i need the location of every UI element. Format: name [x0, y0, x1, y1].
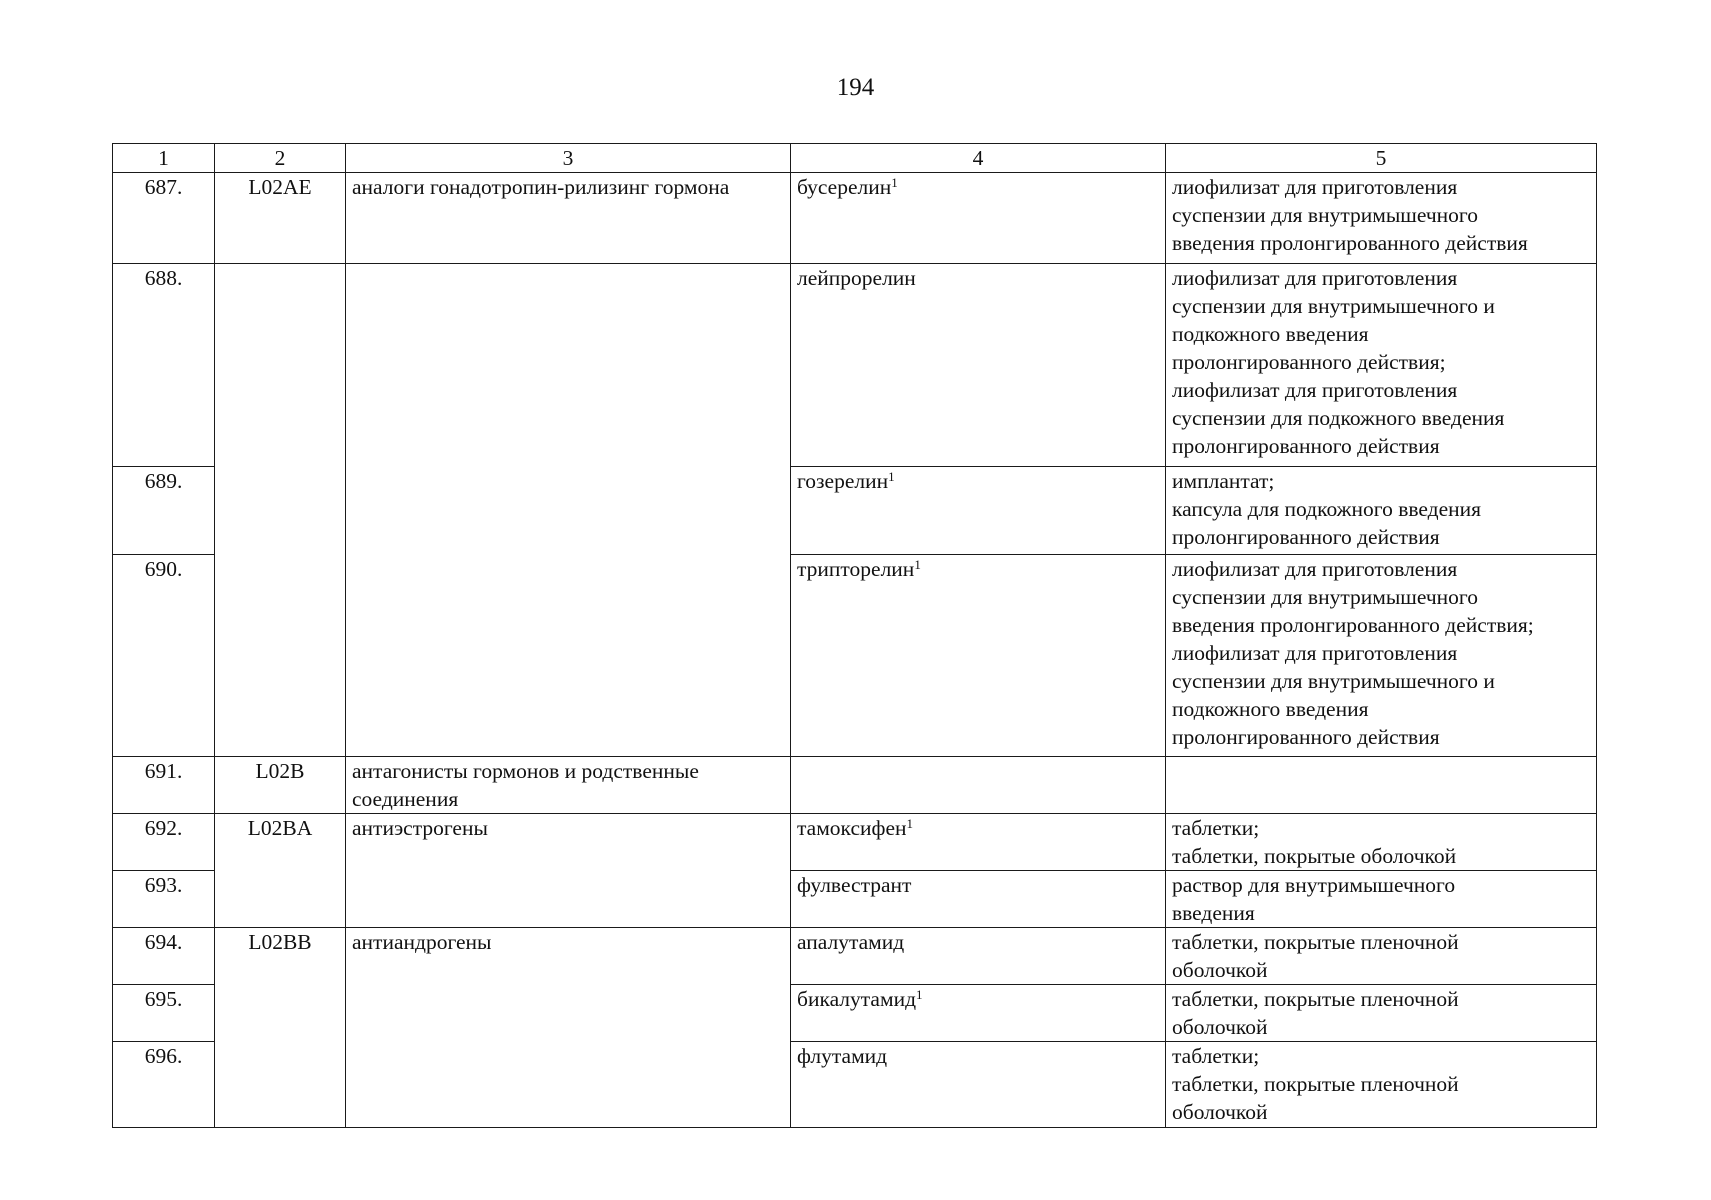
column-header: 1: [113, 144, 215, 173]
drug-name: тамоксифен: [797, 816, 907, 840]
table-row: [113, 264, 1597, 467]
table-row: [113, 928, 1597, 985]
table-row: [113, 757, 1597, 814]
row-number: 689.: [113, 467, 215, 555]
column-header: 4: [791, 144, 1166, 173]
column-header: 3: [346, 144, 791, 173]
drug-name-cell: [791, 928, 1166, 985]
drug-name: лейпрорелин: [797, 266, 916, 290]
footnote-mark: 1: [914, 557, 921, 572]
drug-name: флутамид: [797, 1044, 888, 1068]
dosage-form: [1166, 757, 1597, 814]
row-number: 695.: [113, 985, 215, 1042]
footnote-mark: 1: [916, 987, 923, 1002]
atc-group-merged: [346, 264, 791, 757]
dosage-form: таблетки, покрытые пленочной оболочкой: [1166, 985, 1597, 1042]
drug-name-cell: [791, 467, 1166, 555]
drug-name-cell: [791, 985, 1166, 1042]
row-number: 687.: [113, 173, 215, 264]
dosage-form: таблетки; таблетки, покрытые пленочной оболочкой: [1166, 1042, 1597, 1128]
row-number: 690.: [113, 555, 215, 757]
footnote-mark: 1: [891, 175, 898, 190]
dosage-form: имплантат; капсула для подкожного введения пролонгированного действия: [1166, 467, 1597, 555]
drug-name-cell: [791, 757, 1166, 814]
table-row: [113, 814, 1597, 871]
atc-group: антиандрогены: [346, 928, 791, 1128]
column-header: 2: [215, 144, 346, 173]
row-number: 696.: [113, 1042, 215, 1128]
drug-name-cell: [791, 555, 1166, 757]
dosage-form: таблетки; таблетки, покрытые оболочкой: [1166, 814, 1597, 871]
dosage-form: лиофилизат для приготовления суспензии для внутримышечного и подкожного введения пролонгированного действия; лиофилизат для приготовления суспензии для подкожного введения пролонгированного действия: [1166, 264, 1597, 467]
atc-group: аналоги гонадотропин-рилизинг гормона: [346, 173, 791, 264]
drug-name: трипторелин: [797, 557, 915, 581]
dosage-form: таблетки, покрытые пленочной оболочкой: [1166, 928, 1597, 985]
row-number: 688.: [113, 264, 215, 467]
dosage-form: лиофилизат для приготовления суспензии для внутримышечного введения пролонгированного действия: [1166, 173, 1597, 264]
atc-code: L02BB: [215, 928, 346, 1128]
atc-code-merged: [215, 264, 346, 757]
drug-name-cell: [791, 173, 1166, 264]
drug-name: бикалутамид: [797, 987, 917, 1011]
footnote-mark: 1: [906, 816, 913, 831]
row-number: 691.: [113, 757, 215, 814]
atc-code: L02AE: [215, 173, 346, 264]
atc-code: L02B: [215, 757, 346, 814]
row-number: 694.: [113, 928, 215, 985]
drug-name: бусерелин: [797, 175, 892, 199]
atc-code: L02BA: [215, 814, 346, 928]
atc-group: антиэстрогены: [346, 814, 791, 928]
drug-name: апалутамид: [797, 930, 905, 954]
drug-name-cell: [791, 264, 1166, 467]
table-header-row: [113, 144, 1597, 173]
drug-table: [112, 143, 1597, 1128]
drug-name-cell: [791, 814, 1166, 871]
atc-group: антагонисты гормонов и родственные соединения: [346, 757, 791, 814]
table-row: [113, 173, 1597, 264]
dosage-form: раствор для внутримышечного введения: [1166, 871, 1597, 928]
column-header: 5: [1166, 144, 1597, 173]
drug-name: фулвестрант: [797, 873, 912, 897]
footnote-mark: 1: [888, 469, 895, 484]
drug-name: гозерелин: [797, 469, 889, 493]
row-number: 693.: [113, 871, 215, 928]
drug-name-cell: [791, 1042, 1166, 1128]
page-number: 194: [836, 74, 875, 101]
dosage-form: лиофилизат для приготовления суспензии для внутримышечного введения пролонгированного действия; лиофилизат для приготовления суспензии для внутримышечного и подкожного введения пролонгированного действия: [1166, 555, 1597, 757]
drug-name-cell: [791, 871, 1166, 928]
row-number: 692.: [113, 814, 215, 871]
